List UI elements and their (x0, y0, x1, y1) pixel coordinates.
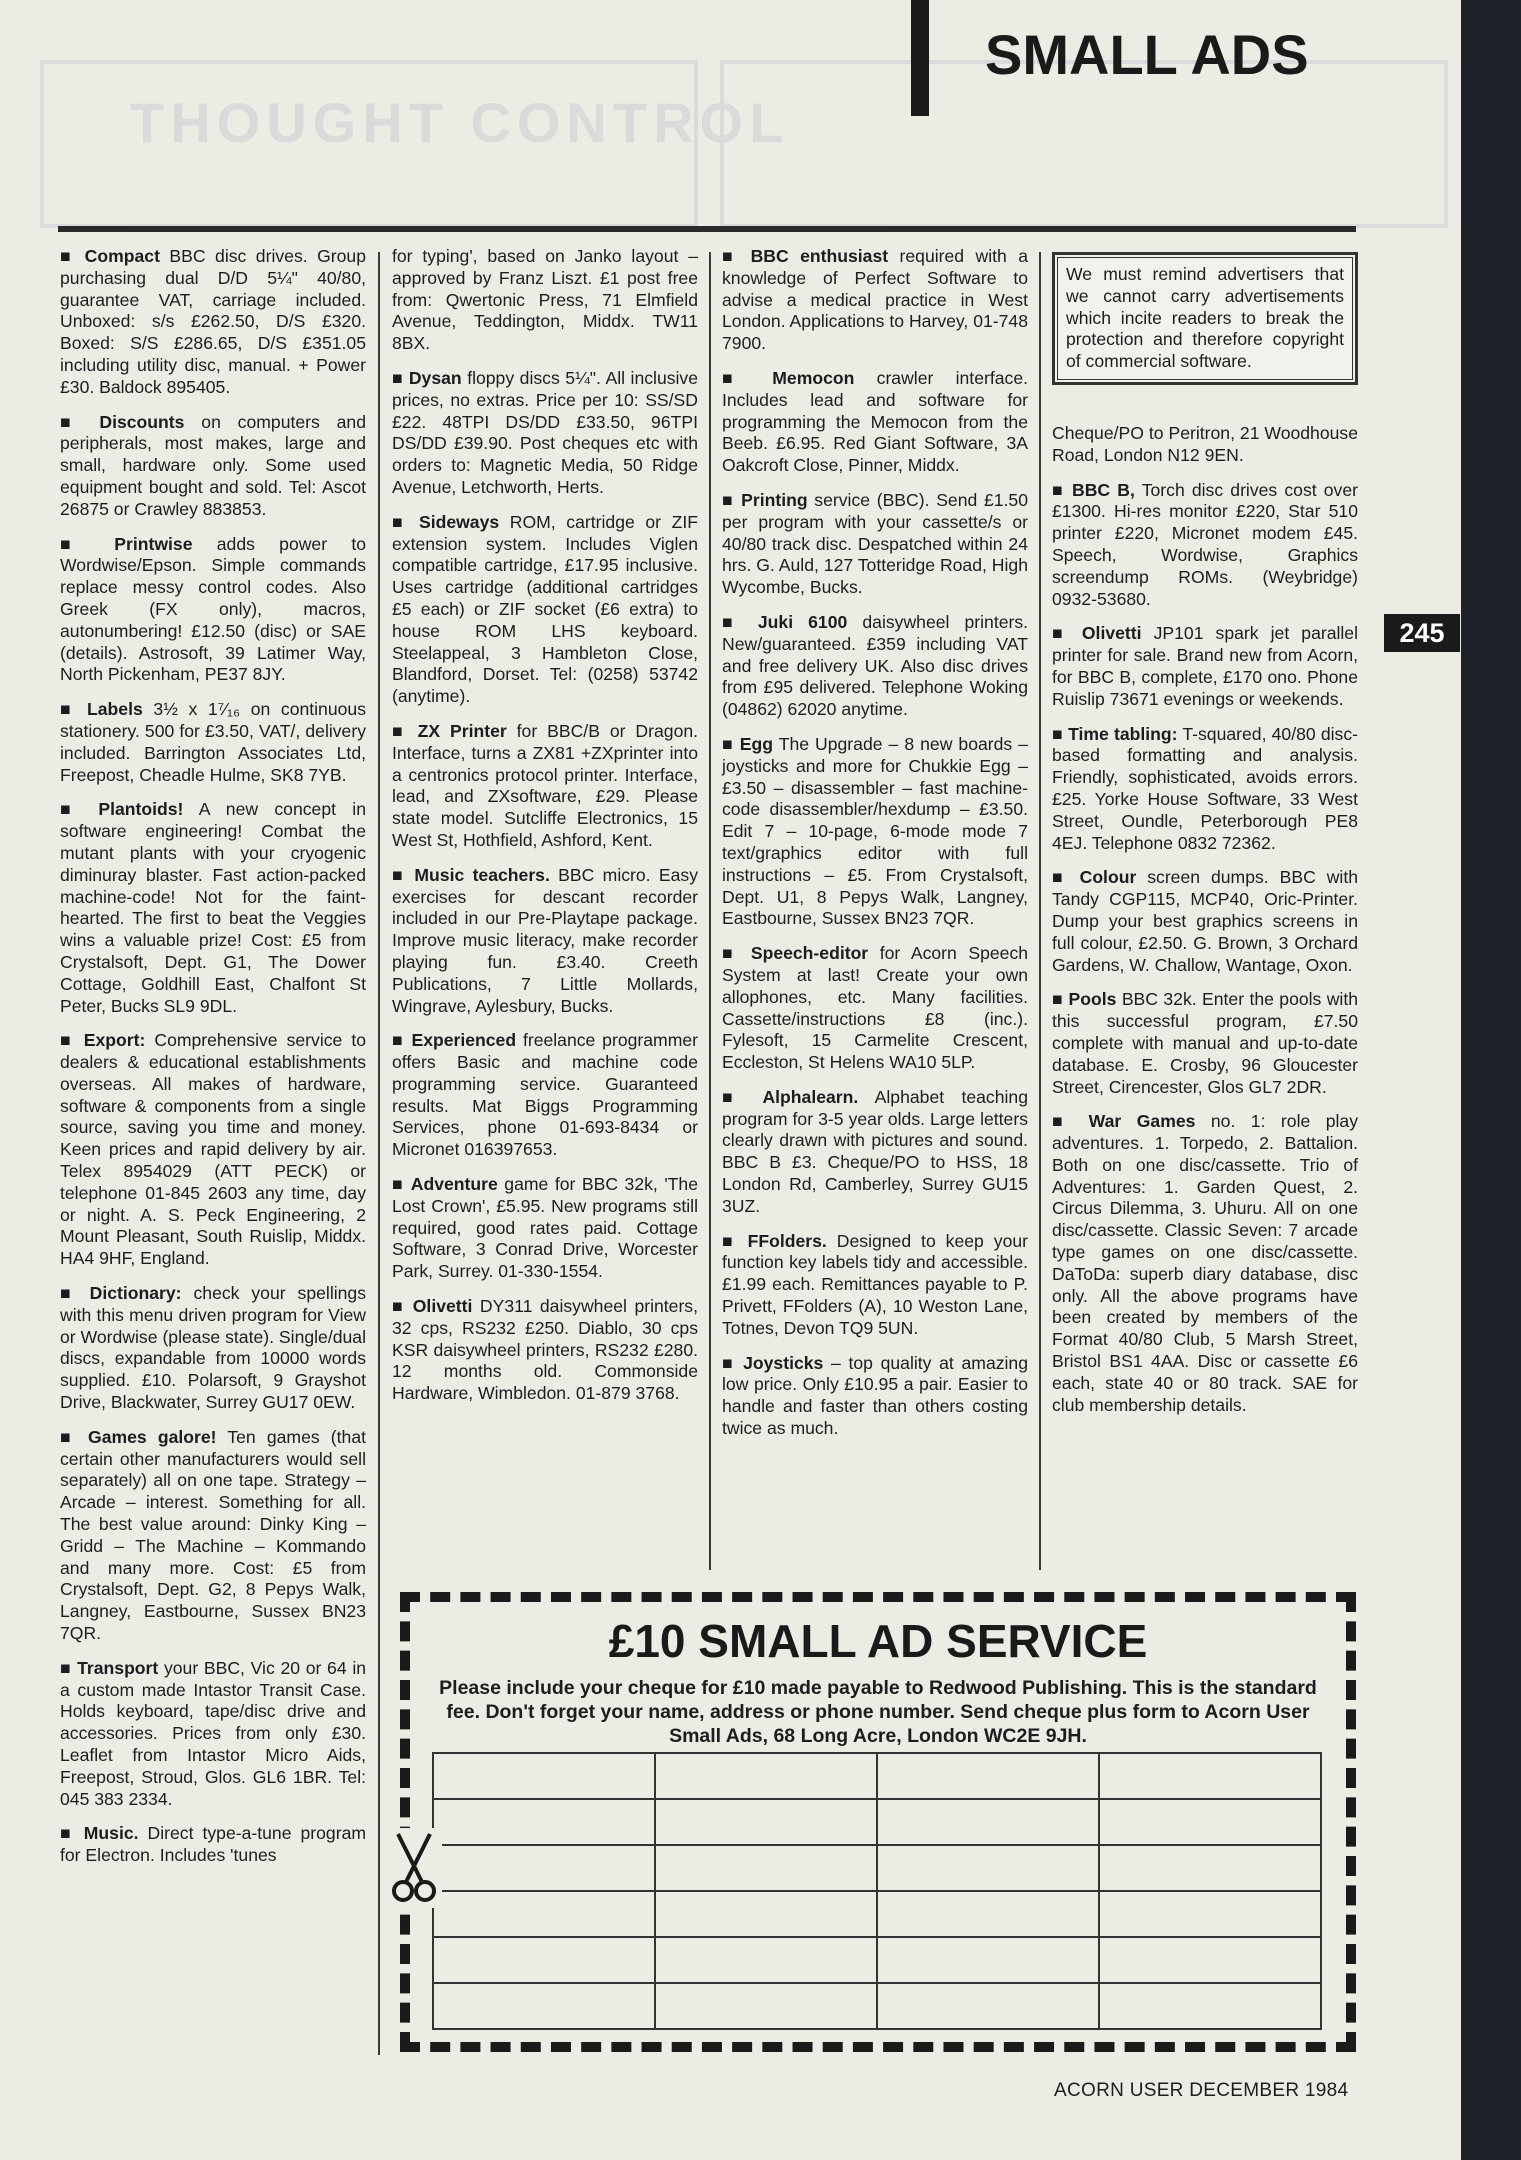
classified-ad (722, 1231, 1028, 1340)
ad-heading: ■ Juki 6100 (722, 612, 847, 632)
column-divider (378, 252, 380, 2055)
ad-heading: ■ Export: (60, 1030, 145, 1050)
ad-body: required with a knowledge of Perfect Software to advise a medical practice in West London. Applications to Harvey, 01-748 7900. (722, 246, 1028, 354)
ad-body: Alphabet teaching program for 3-5 year olds. Large letters clearly drawn with pictures and sound. BBC B £3. Cheque/PO to HSS, 18 London Rd, Camberley, Surrey GU15 3UZ. (722, 1086, 1028, 1216)
ad-body: no. 1: role play adventures. 1. Torpedo, 2. Battalion. Both on one disc/cassette. Trio of Adventures: 1. Garden Quest, 2. Circus Dilemma, 3. Uhuru. All on one disc/cassette. Classic Seven: 7 arcade type games on one disc/cassette. DaToDa: superb diary database, disc only. All the above programs have been created by members of the Format 40/80 Club, 5 Marsh Street, Bristol BS1 4AA. Disc or cassette £6 each, state 40 or 80 track. SAE for club membership details. (1052, 1111, 1359, 1415)
classified-ad (1052, 480, 1358, 611)
ad-body: crawler interface. Includes lead and software for programming the Memocon from the Beeb. £6.95. Red Giant Software, 3A Oakcroft Close, Pinner, Middx. (722, 367, 1028, 476)
coupon-instructions: Please include your cheque for £10 made payable to Redwood Publishing. This is the standard fee. Don't forget your name, address or phone number. Send cheque plus form to Acorn User Small Ads, 68 Long Acre, London WC2E 9JH. (439, 1677, 1317, 1747)
classified-ad (60, 412, 366, 521)
classified-ad (60, 1658, 366, 1811)
ad-heading: ■ Time tabling: (1052, 724, 1178, 744)
ad-column-3 (722, 246, 1028, 1571)
classified-ad (722, 943, 1028, 1074)
ad-body: for Acorn Speech System at last! Create your own allophones, etc. Many facilities. Cassette/instructions £8 (inc.). Fylesoft, 15 Carmelite Crescent, Eccleston, St Helens WA10 5LP. (722, 943, 1029, 1073)
ad-body: freelance programmer offers Basic and machine code programming service. Guaranteed results. Mat Biggs Programming Services, phone 01-693-8434 or Micronet 016397653. (392, 1030, 698, 1160)
classified-ad (60, 1427, 366, 1645)
classified-ad (60, 1823, 366, 1867)
ad-heading: ■ Sideways (392, 512, 499, 532)
page-title: SMALL ADS (985, 23, 1309, 86)
classified-ad (722, 1087, 1028, 1218)
ad-heading: ■ Dictionary: (60, 1283, 182, 1303)
classified-ad (722, 612, 1028, 721)
ad-body: Cheque/PO to Peritron, 21 Woodhouse Road, London N12 9EN. (1052, 422, 1358, 465)
ad-body: screen dumps. BBC with Tandy CGP115, MCP40, Oric-Printer. Dump your best graphics screens in full colour, £2.50. G. Brown, 3 Orchard Gardens, W. Challow, Wantage, Oxon. (1052, 867, 1358, 975)
classified-ad (722, 734, 1028, 930)
classified-ad (60, 699, 366, 786)
ad-heading: ■ Printwise (60, 534, 192, 554)
ad-body: service (BBC). Send £1.50 per program with your cassette/s or 40/80 track disc. Despatched within 24 hrs. G. Auld, 127 Totteridge Road, High Wycombe, Bucks. (722, 489, 1029, 598)
ad-body: on computers and peripherals, most makes, large and small, hardware only. Some used equipment bought and sold. Tel: Ascot 26875 or Crawley 883853. (60, 411, 366, 519)
ad-heading: ■ BBC enthusiast (722, 246, 888, 266)
page-number: 245 (1384, 614, 1460, 652)
classified-ad (60, 1030, 366, 1270)
ad-column-1 (60, 246, 366, 2061)
ad-heading: ■ Printing (722, 490, 808, 510)
small-ad-coupon (400, 1592, 1356, 2052)
classified-ad (1052, 724, 1358, 855)
classified-ad (392, 1030, 698, 1161)
ad-heading: ■ Egg (722, 734, 773, 754)
ad-heading: ■ Dysan (392, 368, 462, 388)
magazine-footer: ACORN USER DECEMBER 1984 (1054, 2080, 1349, 2101)
ghost-text: THOUGHT CONTROL (130, 91, 790, 154)
ad-body: adds power to Wordwise/Epson. Simple commands replace messy control codes. Also Greek (FX only), macros, autonumbering! £12.50 (disc) or SAE (details). Astrosoft, 39 Latimer Way, North Pickenham, PE37 8JY. (60, 533, 367, 685)
ad-heading: ■ Colour (1052, 867, 1136, 887)
ad-heading: ■ Speech-editor (722, 943, 868, 963)
classified-ad (392, 1174, 698, 1283)
classified-ad (722, 246, 1028, 355)
ad-body: JP101 spark jet parallel printer for sale. Brand new from Acorn, for BBC B, complete, £170 ono. Phone Ruislip 73671 evenings or weekends. (1052, 623, 1359, 709)
classified-ad (1052, 1111, 1358, 1416)
classified-ad (60, 799, 366, 1017)
classified-ad (722, 1353, 1028, 1440)
ad-body: ROM, cartridge or ZIF extension system. Includes Viglen compatible cartridge, £17.95 inclusive. Uses cartridge (additional cartridges £5 each) or ZIF socket (£6 extra) to house ROM LHS keyboard. Steelappeal, 3 Hambleton Close, Blandford, Dorset. Tel: (0258) 53742 (anytime). (392, 511, 698, 707)
classified-ad (60, 534, 366, 687)
ad-heading: ■ Joysticks (722, 1353, 823, 1373)
ad-body: daisywheel printers. New/guaranteed. £359 including VAT and free delivery UK. Also disc drives from £95 delivered. Telephone Woking (04862) 62020 anytime. (722, 611, 1029, 720)
ad-body: BBC disc drives. Group purchasing dual D/D 5¼" 40/80, guarantee VAT, carriage included. Unboxed: s/s £262.50, D/S £320. Boxed: S/S £286.65, D/S £351.05 including utility disc, manual. + Power £30. Baldock 895405. (60, 246, 366, 397)
advertiser-notice: We must remind advertisers that we cannot carry advertisements which incite readers to break the protection and therefore copyright of commercial software. (1052, 252, 1358, 385)
ad-body: T-squared, 40/80 disc-based formatting and analysis. Friendly, sophisticated, avoids errors. £25. Yorke House Software, 33 West Street, Oundle, Peterborough PE8 4EJ. Telephone 0832 72362. (1052, 723, 1358, 853)
column-divider (709, 252, 711, 1570)
classified-ad (392, 1296, 698, 1405)
ad-heading: ■ ZX Printer (392, 721, 507, 741)
classified-ad (722, 490, 1028, 599)
classified-ad (722, 368, 1028, 477)
ad-body: BBC micro. Easy exercises for descant recorder included in our Pre-Playtape package. Improve music literacy, make recorder playing fun. £3.40. Creeth Publications, 7 Little Mollards, Wingrave, Aylesbury, Bucks. (392, 864, 698, 1016)
classified-ad (392, 512, 698, 708)
ad-body: for BBC/B or Dragon. Interface, turns a ZX81 +ZXprinter into a centronics protocol printer. Interface, lead, and ZXsoftware, £29. Please state model. Sutcliffe Electronics, 15 West St, Hothfield, Ashford, Kent. (392, 720, 699, 850)
classified-ad (1052, 867, 1358, 976)
ad-heading: ■ Music teachers. (392, 865, 550, 885)
ad-column-4 (1052, 246, 1358, 1571)
ad-body: DY311 daisywheel printers, 32 cps, RS232 £250. Diablo, 30 cps KSR daisywheel printers, RS232 £280. 12 months old. Commonside Hardware, Wimbledon. 01-879 3768. (392, 1296, 698, 1404)
ad-heading: ■ War Games (1052, 1111, 1195, 1131)
ad-body: Direct type-a-tune program for Electron. Includes 'tunes (60, 1823, 367, 1866)
ad-body: Comprehensive service to dealers & educational establishments overseas. All makes of hardware, software & components from a single source, saving you time and money. Keen prices and rapid delivery by air. Telex 8954029 (ATT PECK) or telephone 01-845 2603 any time, day or night. A. S. Peck Engineering, 2 Mount Pleasant, South Ruislip, Middx. HA4 9HF, England. (60, 1030, 366, 1269)
ad-body: Ten games (that certain other manufacturers would sell separately) all on one tape. Strategy – Arcade – interest. Something for all. The best value around: Dinky King – Gridd – The Machine – Kommando and many more. Cost: £5 from Crystalsoft, Dept. G2, 8 Pepys Walk, Langney, Eastbourne, Sussex BN23 7QR. (60, 1426, 367, 1644)
classified-ad (392, 865, 698, 1018)
ad-heading: ■ Games galore! (60, 1427, 217, 1447)
ad-body: your BBC, Vic 20 or 64 in a custom made Intastor Transit Case. Holds keyboard, tape/disc drive and accessories. Prices from only £30. Leaflet from Intastor Micro Aids, Freepost, Stroud, Glos. GL6 1BR. Tel: 045 383 2334. (60, 1657, 367, 1809)
ad-body: A new concept in software engineering! Combat the mutant plants with your cryogenic diminuray blaster. Fast action-packed machine-code! Not for the faint-hearted. The first to beat the Veggies wins a valuable prize! Cost: £5 from Crystalsoft, Dept. G1, The Dower Cottage, Goldhill East, Chalfont St Peter, Bucks SL9 9DL. (60, 799, 366, 1016)
ad-heading: ■ BBC B, (1052, 480, 1135, 500)
header-bar (911, 0, 929, 116)
header-rule (58, 226, 1356, 232)
page-edge (1461, 0, 1521, 2160)
classified-ad (1052, 989, 1358, 1098)
ad-body: – top quality at amazing low price. Only £10.95 a pair. Easier to handle and faster than others costing twice as much. (722, 1352, 1029, 1439)
column-divider (1039, 252, 1041, 1570)
classified-ad (392, 721, 698, 852)
classified-ad (1052, 623, 1358, 710)
ad-heading: ■ Alphalearn. (722, 1087, 858, 1107)
ad-heading: ■ Pools (1052, 989, 1116, 1009)
ad-heading: ■ Music. (60, 1823, 139, 1843)
ad-heading: ■ Adventure (392, 1174, 498, 1194)
ad-heading: ■ Olivetti (392, 1296, 472, 1316)
ad-body: floppy discs 5¼". All inclusive prices, no extras. Price per 10: SS/SD £22. 48TPI DS/DD £33.50, 96TPI DS/DD £39.90. Post cheques etc with orders to: Magnetic Media, 50 Ridge Avenue, Letchworth, Herts. (392, 367, 699, 497)
ad-body: check your spellings with this menu driven program for View or Wordwise (please state). Single/dual discs, expandable from 10000 words supplied. £10. Polarsoft, 9 Grayshot Drive, Blackwater, Surrey GU17 0EW. (60, 1283, 367, 1413)
ad-column-2 (392, 246, 698, 1571)
scissors-icon (388, 1828, 442, 1908)
ad-heading: ■ Transport (60, 1658, 158, 1678)
ad-entry-grid[interactable] (432, 1752, 1322, 2030)
ad-heading: ■ Olivetti (1052, 623, 1142, 643)
ad-body: BBC 32k. Enter the pools with this successful program, £7.50 complete with manual and up-to-date database. E. Crosby, 96 Gloucester Street, Cirencester, Glos GL7 2DR. (1052, 989, 1359, 1097)
classified-ad (392, 246, 698, 355)
ad-heading: ■ Compact (60, 246, 160, 266)
ad-heading: ■ Experienced (392, 1030, 516, 1050)
classified-ad (60, 246, 366, 399)
ad-body: 3½ x 1⁷⁄₁₆ on continuous stationery. 500 for £3.50, VAT/, delivery included. Barrington Associates Ltd, Freepost, Cheadle Hulme, SK8 7YB. (60, 699, 366, 785)
ad-heading: ■ FFolders. (722, 1231, 827, 1251)
ad-body: game for BBC 32k, 'The Lost Crown', £5.95. New programs still required, good rates paid. Cottage Software, 3 Conrad Drive, Worcester Park, Surrey. 01-330-1554. (392, 1174, 698, 1282)
classified-ad (1052, 423, 1358, 467)
classified-ad (392, 368, 698, 499)
ad-body: Designed to keep your function key labels tidy and accessible. £1.99 each. Remittances payable to P. Privett, FFolders (A), 10 Weston Lane, Totnes, Devon TQ9 5UN. (722, 1230, 1029, 1338)
classified-ad (60, 1283, 366, 1414)
coupon-title: £10 SMALL AD SERVICE (608, 1615, 1148, 1667)
ad-body: for typing', based on Janko layout – approved by Franz Liszt. £1 post free from: Qwertonic Press, 71 Elmfield Avenue, Teddington, Middx. TW11 8BX. (392, 246, 698, 354)
ad-body: The Upgrade – 8 new boards – joysticks and more for Chukkie Egg – £3.50 – disassembler – fast machine-code disassembler/hexdump – £3.50. Edit 7 – 10-page, 6-mode mode 7 text/graphics editor with full instructions – £5. From Crystalsoft, Dept. U1, 8 Pepys Walk, Langney, Eastbourne, Sussex BN23 7QR. (722, 733, 1029, 929)
ad-heading: ■ Discounts (60, 412, 184, 432)
ad-body: Torch disc drives cost over £1300. Hi-res monitor £220, Star 510 printer £220, Micronet modem £45. Speech, Wordwise, Graphics screendump ROMs. (Weybridge) 0932-53680. (1052, 479, 1358, 609)
ad-heading: ■ Plantoids! (60, 799, 183, 819)
ad-heading: ■ Labels (60, 699, 143, 719)
ad-heading: ■ Memocon (722, 368, 854, 388)
